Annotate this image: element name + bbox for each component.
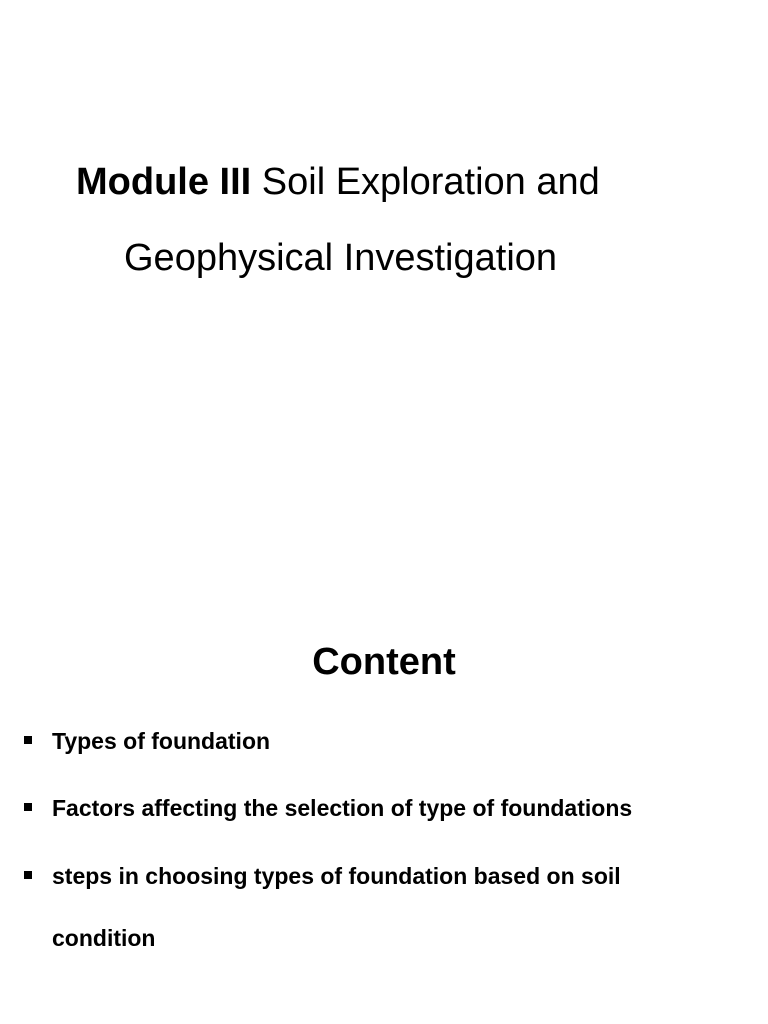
list-item (24, 777, 724, 839)
content-heading: Content (312, 641, 456, 683)
square-bullet-icon (24, 871, 32, 879)
title-line-2: Geophysical Investigation (124, 237, 558, 279)
content-slide (0, 560, 768, 1024)
module-label: Module III (76, 161, 252, 203)
list-item (24, 845, 724, 969)
square-bullet-icon (24, 803, 32, 811)
bullet-text: Factors affecting the selection of type of foundations (52, 795, 633, 821)
bullet-text: steps in choosing types of foundation based on soil condition (52, 863, 621, 951)
square-bullet-icon (24, 736, 32, 744)
title-text-part1: Soil Exploration and (261, 161, 600, 203)
list-item (24, 710, 724, 772)
title-line-1 (76, 160, 600, 204)
bullet-text: Types of foundation (52, 728, 271, 754)
